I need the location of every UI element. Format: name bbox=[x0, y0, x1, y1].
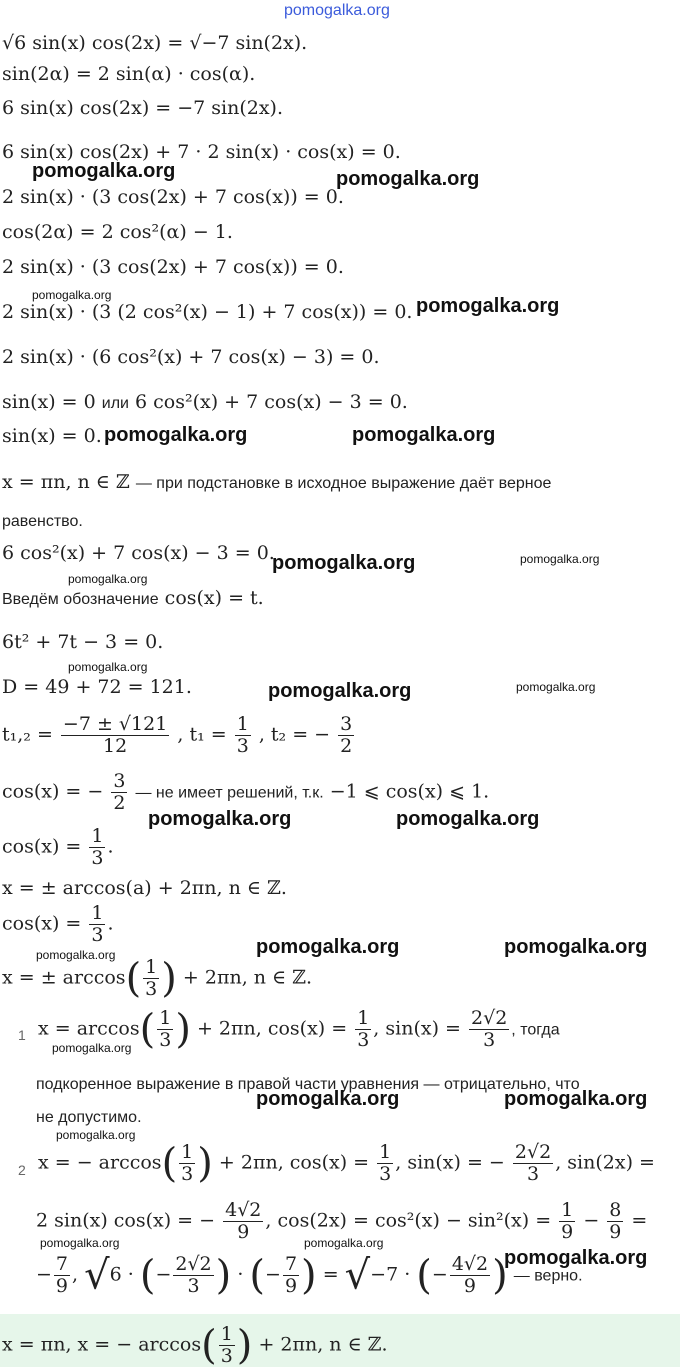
answer-box bbox=[0, 1314, 680, 1367]
eq-part: −7 · bbox=[370, 1263, 411, 1286]
text-line bbox=[36, 1106, 142, 1127]
list-number: 2 bbox=[18, 1162, 26, 1178]
eq-part: x = πn, x = − arccos bbox=[2, 1333, 202, 1356]
eq-part: + 2πn, n ∈ ℤ. bbox=[258, 1333, 388, 1356]
eq-part: sin(x) = 0 bbox=[2, 391, 96, 413]
watermark: pomogalka.org bbox=[52, 1041, 132, 1055]
text-part: подкоренное выражение в правой части уравнения — отрицательно, что bbox=[36, 1076, 580, 1093]
fraction: $\frac{7}{9}$ bbox=[55, 1253, 69, 1297]
eq-part: cos(x) = bbox=[2, 912, 82, 935]
watermark: pomogalka.org bbox=[520, 552, 600, 566]
watermark: pomogalka.org bbox=[268, 680, 412, 702]
word-or: или bbox=[101, 395, 129, 412]
watermark: pomogalka.org bbox=[104, 424, 248, 446]
eq-part: − bbox=[431, 1263, 448, 1286]
equation-line: 6 sin(x) cos(2x) + 7 · 2 sin(x) · cos(x) = 0. bbox=[2, 141, 401, 163]
eq-part: x = − arccos bbox=[38, 1151, 162, 1174]
watermark: pomogalka.org bbox=[516, 680, 596, 694]
equation-line bbox=[2, 392, 408, 413]
watermark-top: pomogalka.org bbox=[284, 2, 390, 19]
equation-line: 2 sin(x) · (6 cos²(x) + 7 cos(x) − 3) = 0. bbox=[2, 346, 380, 368]
watermark: pomogalka.org bbox=[68, 660, 148, 674]
eq-part: x = πn, n ∈ ℤ bbox=[2, 471, 130, 493]
fraction: $\frac{1}{9}$ bbox=[561, 1199, 574, 1243]
eq-part: , sin(x) = − bbox=[395, 1151, 505, 1174]
fraction: $\frac{1}{3}$ bbox=[181, 1141, 194, 1185]
discriminant-line: D = 49 + 72 = 121. bbox=[2, 676, 192, 698]
check-line: − $\frac{7}{9}$ , √6 · (− $\frac{2√2}{3}$ ) · (− $\frac{7}{9}$ ) = √−7 · (− $\frac{4√2}{9}$ ) — верно. bbox=[36, 1252, 583, 1299]
fraction: $\frac{1}{3}$ bbox=[91, 825, 104, 869]
equation-line: √6 sin(x) cos(2x) = √−7 sin(2x). bbox=[2, 32, 308, 54]
watermark: pomogalka.org bbox=[68, 572, 148, 586]
eq-part: + 2πn, n ∈ ℤ. bbox=[182, 966, 313, 989]
formula-line: sin(2α) = 2 sin(α) · cos(α). bbox=[2, 63, 256, 85]
eq-part: + 2πn, cos(x) = bbox=[196, 1017, 348, 1040]
eq-part: , bbox=[72, 1263, 79, 1286]
watermark: pomogalka.org bbox=[32, 160, 176, 182]
fraction: $\frac{3}{2}$ bbox=[340, 713, 353, 757]
eq-part: − bbox=[583, 1209, 600, 1232]
eq-part: x = ± arccos bbox=[2, 966, 126, 989]
watermark: pomogalka.org bbox=[56, 1128, 136, 1142]
text-part: Введём обозначение bbox=[2, 591, 159, 608]
check-line: x = arccos( $\frac{1}{3}$ ) + 2πn, cos(x) = $\frac{1}{3}$ , sin(x) = $\frac{2√2}{3}$ , тогда bbox=[38, 1006, 560, 1053]
eq-part: 2 sin(x) cos(x) = − bbox=[36, 1209, 216, 1232]
check-line: x = − arccos( $\frac{1}{3}$ ) + 2πn, cos(x) = $\frac{1}{3}$ , sin(x) = − $\frac{2√2}{3}$ , sin(2x) = bbox=[38, 1140, 655, 1187]
watermark: pomogalka.org bbox=[304, 1236, 384, 1250]
equation-line: 6t² + 7t − 3 = 0. bbox=[2, 631, 164, 653]
fraction: $\frac{1}{3}$ bbox=[145, 956, 158, 1000]
watermark: pomogalka.org bbox=[416, 295, 560, 317]
fraction: $\frac{3}{2}$ bbox=[113, 770, 126, 814]
substitution-line bbox=[2, 588, 264, 609]
watermark: pomogalka.org bbox=[504, 936, 648, 958]
watermark: pomogalka.org bbox=[148, 808, 292, 830]
eq-part: − bbox=[155, 1263, 172, 1286]
fraction: $\frac{1}{3}$ bbox=[379, 1141, 392, 1185]
watermark: pomogalka.org bbox=[504, 1247, 648, 1269]
eq-part: cos(x) = bbox=[2, 835, 82, 858]
equation-line: 6 sin(x) cos(2x) = −7 sin(2x). bbox=[2, 97, 284, 119]
eq-part: 6 cos²(x) + 7 cos(x) − 3 = 0. bbox=[135, 391, 408, 413]
text-part: не допустимо. bbox=[36, 1109, 142, 1126]
eq-part: x = arccos bbox=[38, 1017, 140, 1040]
equation-line: 2 sin(x) · (3 cos(2x) + 7 cos(x)) = 0. bbox=[2, 186, 344, 208]
solution-line bbox=[2, 472, 551, 493]
equation-line: 2 sin(x) · (3 (2 cos²(x) − 1) + 7 cos(x)) = 0. bbox=[2, 301, 413, 323]
eq-part: 6 · bbox=[109, 1263, 134, 1286]
watermark: pomogalka.org bbox=[36, 948, 116, 962]
case-line: cos(x) = $\frac{1}{3}$ . bbox=[2, 825, 114, 869]
eq-part: , t₂ = − bbox=[258, 723, 331, 746]
eq-part: t₁,₂ = bbox=[2, 723, 53, 746]
eq-part: cos(x) = − bbox=[2, 780, 104, 803]
answer-line: x = πn, x = − arccos( $\frac{1}{3}$ ) + 2πn, n ∈ ℤ. bbox=[2, 1322, 388, 1368]
case-line: cos(x) = $\frac{1}{3}$ . bbox=[2, 902, 114, 946]
watermark: pomogalka.org bbox=[32, 288, 112, 302]
fraction: $\frac{2√2}{3}$ bbox=[514, 1141, 552, 1185]
eq-part: cos(x) = t. bbox=[164, 587, 264, 609]
eq-part: + 2πn, cos(x) = bbox=[218, 1151, 370, 1174]
formula-line: cos(2α) = 2 cos²(α) − 1. bbox=[2, 221, 233, 243]
fraction: $\frac{1}{3}$ bbox=[357, 1007, 370, 1051]
list-number: 1 bbox=[18, 1027, 26, 1043]
watermark: pomogalka.org bbox=[272, 552, 416, 574]
fraction: $\frac{8}{9}$ bbox=[609, 1199, 622, 1243]
eq-part: −1 ⩽ cos(x) ⩽ 1. bbox=[329, 780, 490, 803]
eq-part: , t₁ = bbox=[177, 723, 227, 746]
text-part: — при подстановке в исходное выражение даёт верное bbox=[135, 475, 552, 492]
fraction: $\frac{1}{3}$ bbox=[159, 1007, 172, 1051]
fraction: $\frac{-7 \pm √121}{12}$ bbox=[62, 713, 168, 757]
equation-line: 6 cos²(x) + 7 cos(x) − 3 = 0. bbox=[2, 542, 275, 564]
watermark: pomogalka.org bbox=[504, 1088, 648, 1110]
eq-part: − bbox=[265, 1263, 281, 1286]
eq-part: , sin(2x) = bbox=[555, 1151, 655, 1174]
eq-part: , sin(x) = bbox=[373, 1017, 461, 1040]
solution-line: x = ± arccos( $\frac{1}{3}$ ) + 2πn, n ∈ ℤ. bbox=[2, 955, 313, 1002]
fraction: $\frac{1}{3}$ bbox=[236, 713, 249, 757]
text-part: равенство. bbox=[2, 513, 83, 530]
equation-line: sin(x) = 0. bbox=[2, 425, 102, 447]
watermark: pomogalka.org bbox=[352, 424, 496, 446]
eq-part: · bbox=[237, 1263, 244, 1286]
watermark: pomogalka.org bbox=[40, 1236, 120, 1250]
eq-part: − bbox=[36, 1263, 52, 1286]
roots-line bbox=[2, 714, 356, 757]
eq-part: = bbox=[631, 1209, 648, 1232]
fraction: $\frac{2√2}{3}$ bbox=[471, 1007, 508, 1051]
fraction: $\frac{1}{3}$ bbox=[91, 902, 104, 946]
watermark: pomogalka.org bbox=[396, 808, 540, 830]
fraction: $\frac{2√2}{3}$ bbox=[175, 1253, 212, 1297]
fraction: $\frac{4√2}{9}$ bbox=[451, 1253, 489, 1297]
fraction: $\frac{4√2}{9}$ bbox=[225, 1199, 262, 1243]
text-part: — не имеет решений, т.к. bbox=[135, 784, 324, 802]
text-part: — верно. bbox=[513, 1267, 583, 1285]
text-part: , тогда bbox=[511, 1021, 560, 1039]
watermark: pomogalka.org bbox=[256, 936, 400, 958]
text-line bbox=[2, 510, 83, 531]
fraction: $\frac{7}{9}$ bbox=[284, 1253, 298, 1297]
general-solution-line: x = ± arccos(a) + 2πn, n ∈ ℤ. bbox=[2, 877, 287, 899]
watermark: pomogalka.org bbox=[336, 168, 480, 190]
eq-part: , cos(2x) = cos²(x) − sin²(x) = bbox=[265, 1209, 552, 1232]
eq-part: = bbox=[322, 1263, 339, 1286]
equation-line: 2 sin(x) · (3 cos(2x) + 7 cos(x)) = 0. bbox=[2, 256, 344, 278]
watermark: pomogalka.org bbox=[256, 1088, 400, 1110]
fraction: $\frac{1}{3}$ bbox=[220, 1323, 233, 1367]
